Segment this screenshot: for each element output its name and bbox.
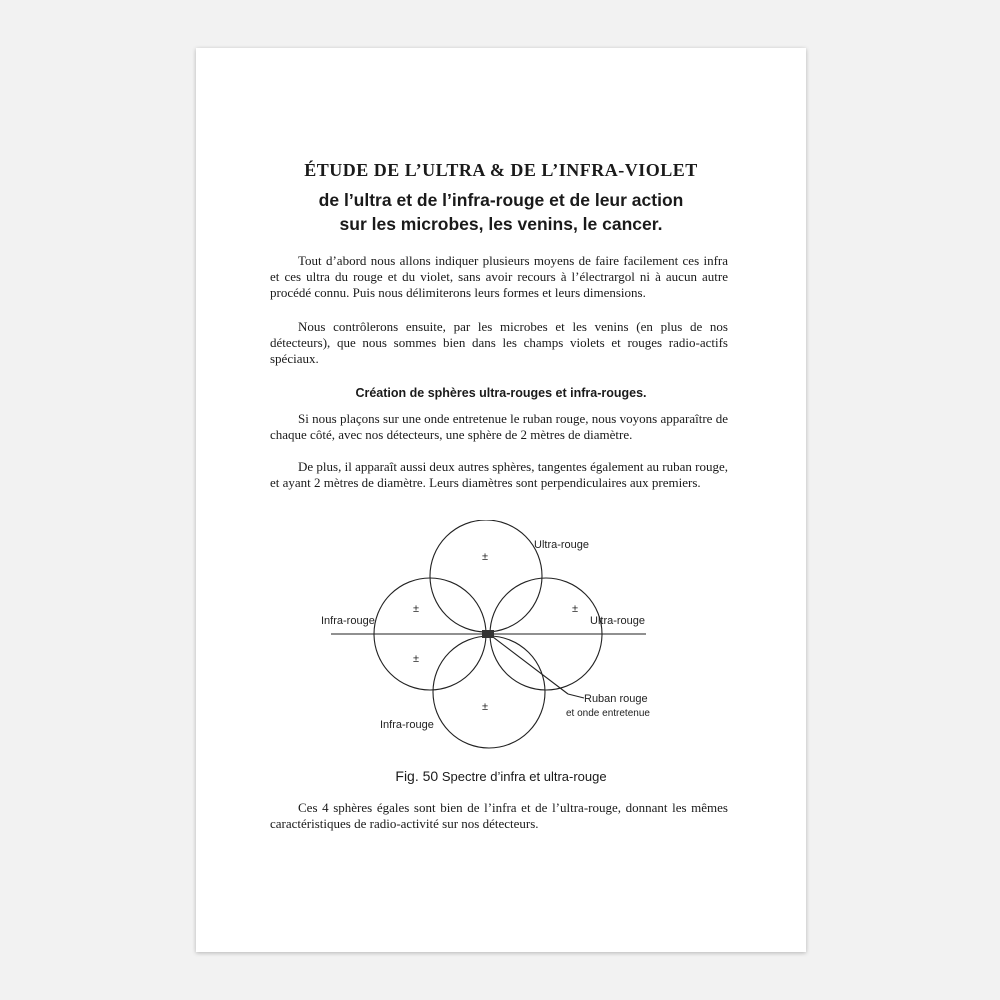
subtitle: [196, 188, 806, 236]
paragraph-2: Nous contrôlerons ensuite, par les microbes et les venins (en plus de nos détecteurs), que nous sommes bien dans les champs violets et rouges radio-actifs spéciaux.: [270, 319, 728, 366]
paragraph-5: Ces 4 sphères égales sont bien de l’infra et de l’ultra-rouge, donnant les mêmes caractéristiques de radio-activité sur nos détecteurs.: [270, 800, 728, 831]
label-ultra-rouge-top: Ultra-rouge: [534, 539, 590, 551]
label-onde-entretenue: et onde entretenue: [566, 708, 650, 719]
figure-number: Fig. 50: [395, 768, 439, 784]
ruban-leader-line: [489, 634, 568, 694]
sign-left-upper: ±: [413, 603, 420, 615]
label-infra-rouge-left: Infra-rouge: [321, 615, 375, 627]
label-ultra-rouge-right: Ultra-rouge: [590, 615, 646, 627]
subtitle-line-1: de l’ultra et de l’infra-rouge et de leur action: [318, 190, 684, 210]
figure-caption-text: Spectre d’infra et ultra-rouge: [441, 769, 607, 784]
figure-caption: [196, 768, 806, 784]
sphere-diagram: [306, 520, 706, 780]
figure-spheres: [306, 520, 706, 780]
subtitle-line-2: sur les microbes, les venins, le cancer.: [339, 214, 663, 234]
sphere-bottom: [433, 636, 545, 748]
main-title: ÉTUDE DE L’ULTRA & DE L’INFRA-VIOLET: [304, 160, 698, 180]
label-infra-rouge-bottom: Infra-rouge: [380, 719, 434, 731]
ruban-leader-tail: [568, 694, 584, 698]
label-ruban-rouge: Ruban rouge: [584, 693, 648, 705]
paragraph-3: Si nous plaçons sur une onde entretenue le ruban rouge, nous voyons apparaître de chaque côté, avec nos détecteurs, une sphère de 2 mètres de diamètre.: [270, 411, 728, 442]
sphere-top: [430, 520, 542, 632]
section-heading: Création de sphères ultra-rouges et infra-rouges.: [355, 386, 647, 400]
sign-bottom: ±: [482, 701, 489, 713]
paragraph-4: De plus, il apparaît aussi deux autres sphères, tangentes également au ruban rouge, et ayant 2 mètres de diamètre. Leurs diamètres sont perpendiculaires aux premiers.: [270, 459, 728, 490]
paragraph-1: Tout d’abord nous allons indiquer plusieurs moyens de faire facilement ces infra et ces ultra du rouge et du violet, sans avoir recours à l’électrargol ni à aucun autre procédé connu. Puis nous délimiterons leurs formes et leurs dimensions.: [270, 253, 728, 300]
document-page: [196, 48, 806, 952]
sign-right: ±: [572, 603, 579, 615]
sign-top: ±: [482, 551, 489, 563]
sign-left-lower: ±: [413, 653, 420, 665]
ruban-marker: [482, 630, 494, 638]
